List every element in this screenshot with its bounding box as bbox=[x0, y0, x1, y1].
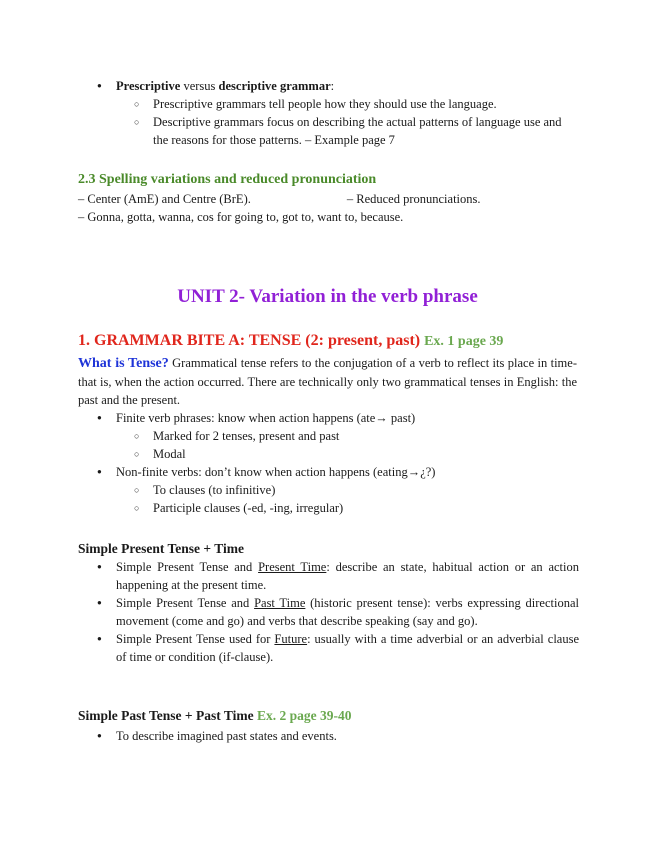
list-item: ● Simple Present Tense used for Future: usually with a time adverbial or an adverbial clause of time or condition (if-clause). bbox=[78, 630, 579, 666]
section-heading: 2.3 Spelling variations and reduced pronunciation bbox=[78, 172, 377, 187]
text-line: – Gonna, gotta, wanna, cos for going to, got to, want to, because. bbox=[78, 210, 404, 224]
tense-definition: What is Tense? Grammatical tense refers to the conjugation of a verb to reflect its place in time- that is, when the action occurred. There are technically only two grammatical tenses in English: the past and the present. bbox=[78, 356, 577, 407]
list-item: ● Finite verb phrases: know when action happens (ate→ past) bbox=[78, 409, 655, 427]
section-heading: Simple Past Tense + Past Time Ex. 2 page 39-40 bbox=[78, 708, 352, 723]
list-item: ○ Marked for 2 tenses, present and past bbox=[153, 427, 655, 445]
grammar-bite-heading: 1. GRAMMAR BITE A: TENSE (2: present, past) Ex. 1 page 39 bbox=[78, 332, 504, 349]
simple-present-list bbox=[0, 558, 655, 666]
section-heading: Simple Present Tense + Time bbox=[78, 541, 244, 556]
list-item: ○ To clauses (to infinitive) bbox=[153, 481, 655, 499]
list-item: ○ Prescriptive grammars tell people how they should use the language. bbox=[153, 95, 573, 113]
prescriptive-list bbox=[0, 77, 655, 149]
list-item: ● Prescriptive versus descriptive grammar: bbox=[78, 77, 655, 95]
list-item: ● Simple Present Tense and Present Time: describe an state, habitual action or an action happening at the present time. bbox=[78, 558, 579, 594]
list-item: ○ Descriptive grammars focus on describing the actual patterns of language use and the reasons for those patterns. – Example page 7 bbox=[153, 113, 573, 149]
list-item: ● To describe imagined past states and events. bbox=[78, 727, 655, 745]
text-line: – Center (AmE) and Centre (BrE). – Reduced pronunciations. bbox=[78, 192, 481, 206]
list-item: ● Non-finite verbs: don’t know when action happens (eating→¿?) bbox=[78, 463, 655, 481]
tense-list bbox=[0, 409, 655, 517]
list-item: ○ Modal bbox=[153, 445, 655, 463]
unit-title: UNIT 2- Variation in the verb phrase bbox=[177, 286, 478, 307]
list-item: ● Simple Present Tense and Past Time (historic present tense): verbs expressing directional movement (come and go) and verbs that describe speaking (say and go). bbox=[78, 594, 579, 630]
simple-past-list bbox=[0, 727, 655, 745]
list-item: ○ Participle clauses (-ed, -ing, irregular) bbox=[153, 499, 655, 517]
